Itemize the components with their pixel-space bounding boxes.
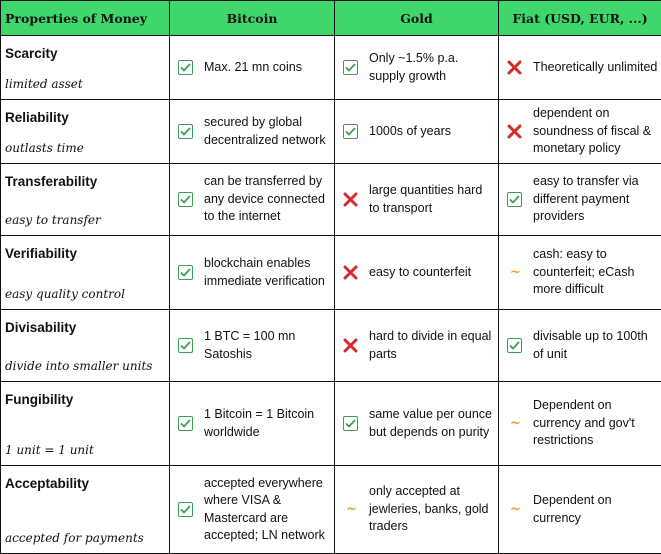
property-description: divide into smaller units — [5, 359, 153, 373]
property-description: easy to transfer — [5, 213, 101, 227]
property-name: Fungibility — [5, 392, 74, 407]
property-description: 1 unit = 1 unit — [5, 443, 94, 457]
fiat-text: Dependent on currency and gov't restrictions — [533, 398, 635, 448]
bitcoin-cell — [170, 100, 335, 164]
gold-text: same value per ounce but depends on purity — [369, 407, 492, 439]
tilde-icon: ~ — [510, 265, 521, 280]
bitcoin-cell — [170, 236, 335, 310]
check-icon — [178, 416, 193, 431]
bitcoin-text: Max. 21 mn coins — [204, 59, 302, 74]
bitcoin-cell — [170, 36, 335, 100]
check-mark — [343, 416, 369, 431]
cross-mark — [507, 60, 533, 75]
check-icon — [343, 124, 358, 139]
cross-mark — [507, 124, 533, 139]
tilde-mark — [507, 502, 533, 517]
fiat-text: easy to transfer via different payment providers — [533, 174, 639, 224]
check-mark — [178, 338, 204, 353]
fiat-text: Dependent on currency — [533, 493, 612, 525]
check-icon — [343, 60, 358, 75]
check-icon — [178, 124, 193, 139]
property-cell — [1, 164, 170, 236]
property-name: Verifiability — [5, 246, 78, 261]
table-row — [1, 236, 661, 310]
table-row — [1, 36, 661, 100]
cross-mark — [343, 338, 369, 353]
bitcoin-text: 1 Bitcoin = 1 Bitcoin worldwide — [204, 407, 315, 439]
cross-icon — [343, 338, 358, 353]
check-mark — [178, 265, 204, 280]
property-cell — [1, 310, 170, 382]
property-cell — [1, 36, 170, 100]
property-name: Divisability — [5, 320, 77, 335]
cross-icon — [507, 124, 522, 139]
bitcoin-cell — [170, 310, 335, 382]
property-cell — [1, 466, 170, 554]
tilde-icon: ~ — [510, 502, 521, 517]
bitcoin-text: can be transferred by any device connected to the internet — [204, 174, 325, 224]
bitcoin-text: 1 BTC = 100 mn Satoshis — [204, 329, 296, 361]
check-mark — [507, 192, 533, 207]
gold-text: 1000s of years — [369, 123, 451, 138]
table-row — [1, 382, 661, 466]
cross-mark — [343, 192, 369, 207]
check-mark — [343, 124, 369, 139]
gold-text: hard to divide in equal parts — [369, 329, 492, 361]
check-icon — [343, 416, 358, 431]
header-bitcoin: Bitcoin — [170, 1, 335, 36]
property-cell — [1, 100, 170, 164]
table-row — [1, 466, 661, 554]
property-cell — [1, 382, 170, 466]
gold-text: large quantities hard to transport — [369, 183, 483, 215]
gold-text: easy to counterfeit — [369, 264, 472, 279]
tilde-icon: ~ — [346, 502, 357, 517]
fiat-cell — [499, 466, 661, 554]
property-description: outlasts time — [5, 141, 84, 155]
bitcoin-cell — [170, 466, 335, 554]
check-icon — [178, 192, 193, 207]
property-description: limited asset — [5, 77, 83, 91]
check-mark — [178, 416, 204, 431]
gold-cell — [335, 100, 499, 164]
gold-cell — [335, 36, 499, 100]
gold-cell — [335, 382, 499, 466]
fiat-cell — [499, 36, 661, 100]
check-mark — [178, 60, 204, 75]
tilde-mark — [343, 502, 369, 517]
check-mark — [343, 60, 369, 75]
bitcoin-text: accepted everywhere where VISA & Mastercard are accepted; LN network — [204, 475, 325, 542]
gold-cell — [335, 466, 499, 554]
cross-mark — [343, 265, 369, 280]
property-name: Transferability — [5, 174, 98, 189]
gold-cell — [335, 236, 499, 310]
check-icon — [178, 502, 193, 517]
table-body — [1, 36, 661, 554]
gold-cell — [335, 310, 499, 382]
fiat-text: Theoretically unlimited — [533, 59, 658, 74]
check-icon — [178, 338, 193, 353]
fiat-cell — [499, 100, 661, 164]
fiat-cell — [499, 164, 661, 236]
header-properties: Properties of Money — [1, 1, 170, 36]
check-icon — [507, 192, 522, 207]
fiat-cell — [499, 310, 661, 382]
tilde-mark — [507, 416, 533, 431]
fiat-cell — [499, 382, 661, 466]
cross-icon — [343, 192, 358, 207]
check-mark — [178, 124, 204, 139]
header-row — [1, 1, 661, 36]
property-description: easy quality control — [5, 287, 125, 301]
fiat-cell — [499, 236, 661, 310]
gold-cell — [335, 164, 499, 236]
property-name: Scarcity — [5, 46, 58, 61]
cross-icon — [507, 60, 522, 75]
check-mark — [507, 338, 533, 353]
table-row — [1, 100, 661, 164]
bitcoin-cell — [170, 164, 335, 236]
gold-text: only accepted at jewleries, banks, gold traders — [369, 484, 489, 534]
fiat-text: divisable up to 100th of unit — [533, 329, 648, 361]
header-fiat: Fiat (USD, EUR, ...) — [499, 1, 661, 36]
property-name: Acceptability — [5, 476, 90, 491]
header-gold: Gold — [335, 1, 499, 36]
table-row — [1, 310, 661, 382]
property-name: Reliability — [5, 110, 69, 125]
check-mark — [178, 502, 204, 517]
check-mark — [178, 192, 204, 207]
table-row — [1, 164, 661, 236]
tilde-mark — [507, 265, 533, 280]
check-icon — [178, 265, 193, 280]
gold-text: Only ~1.5% p.a. supply growth — [369, 51, 459, 83]
check-icon — [507, 338, 522, 353]
bitcoin-text: secured by global decentralized network — [204, 115, 326, 147]
property-description: accepted for payments — [5, 531, 144, 545]
fiat-text: dependent on soundness of fiscal & monetary policy — [533, 106, 652, 156]
fiat-text: cash: easy to counterfeit; eCash more difficult — [533, 247, 635, 297]
cross-icon — [343, 265, 358, 280]
property-cell — [1, 236, 170, 310]
tilde-icon: ~ — [510, 416, 521, 431]
check-icon — [178, 60, 193, 75]
bitcoin-text: blockchain enables immediate verification — [204, 256, 325, 288]
bitcoin-cell — [170, 382, 335, 466]
